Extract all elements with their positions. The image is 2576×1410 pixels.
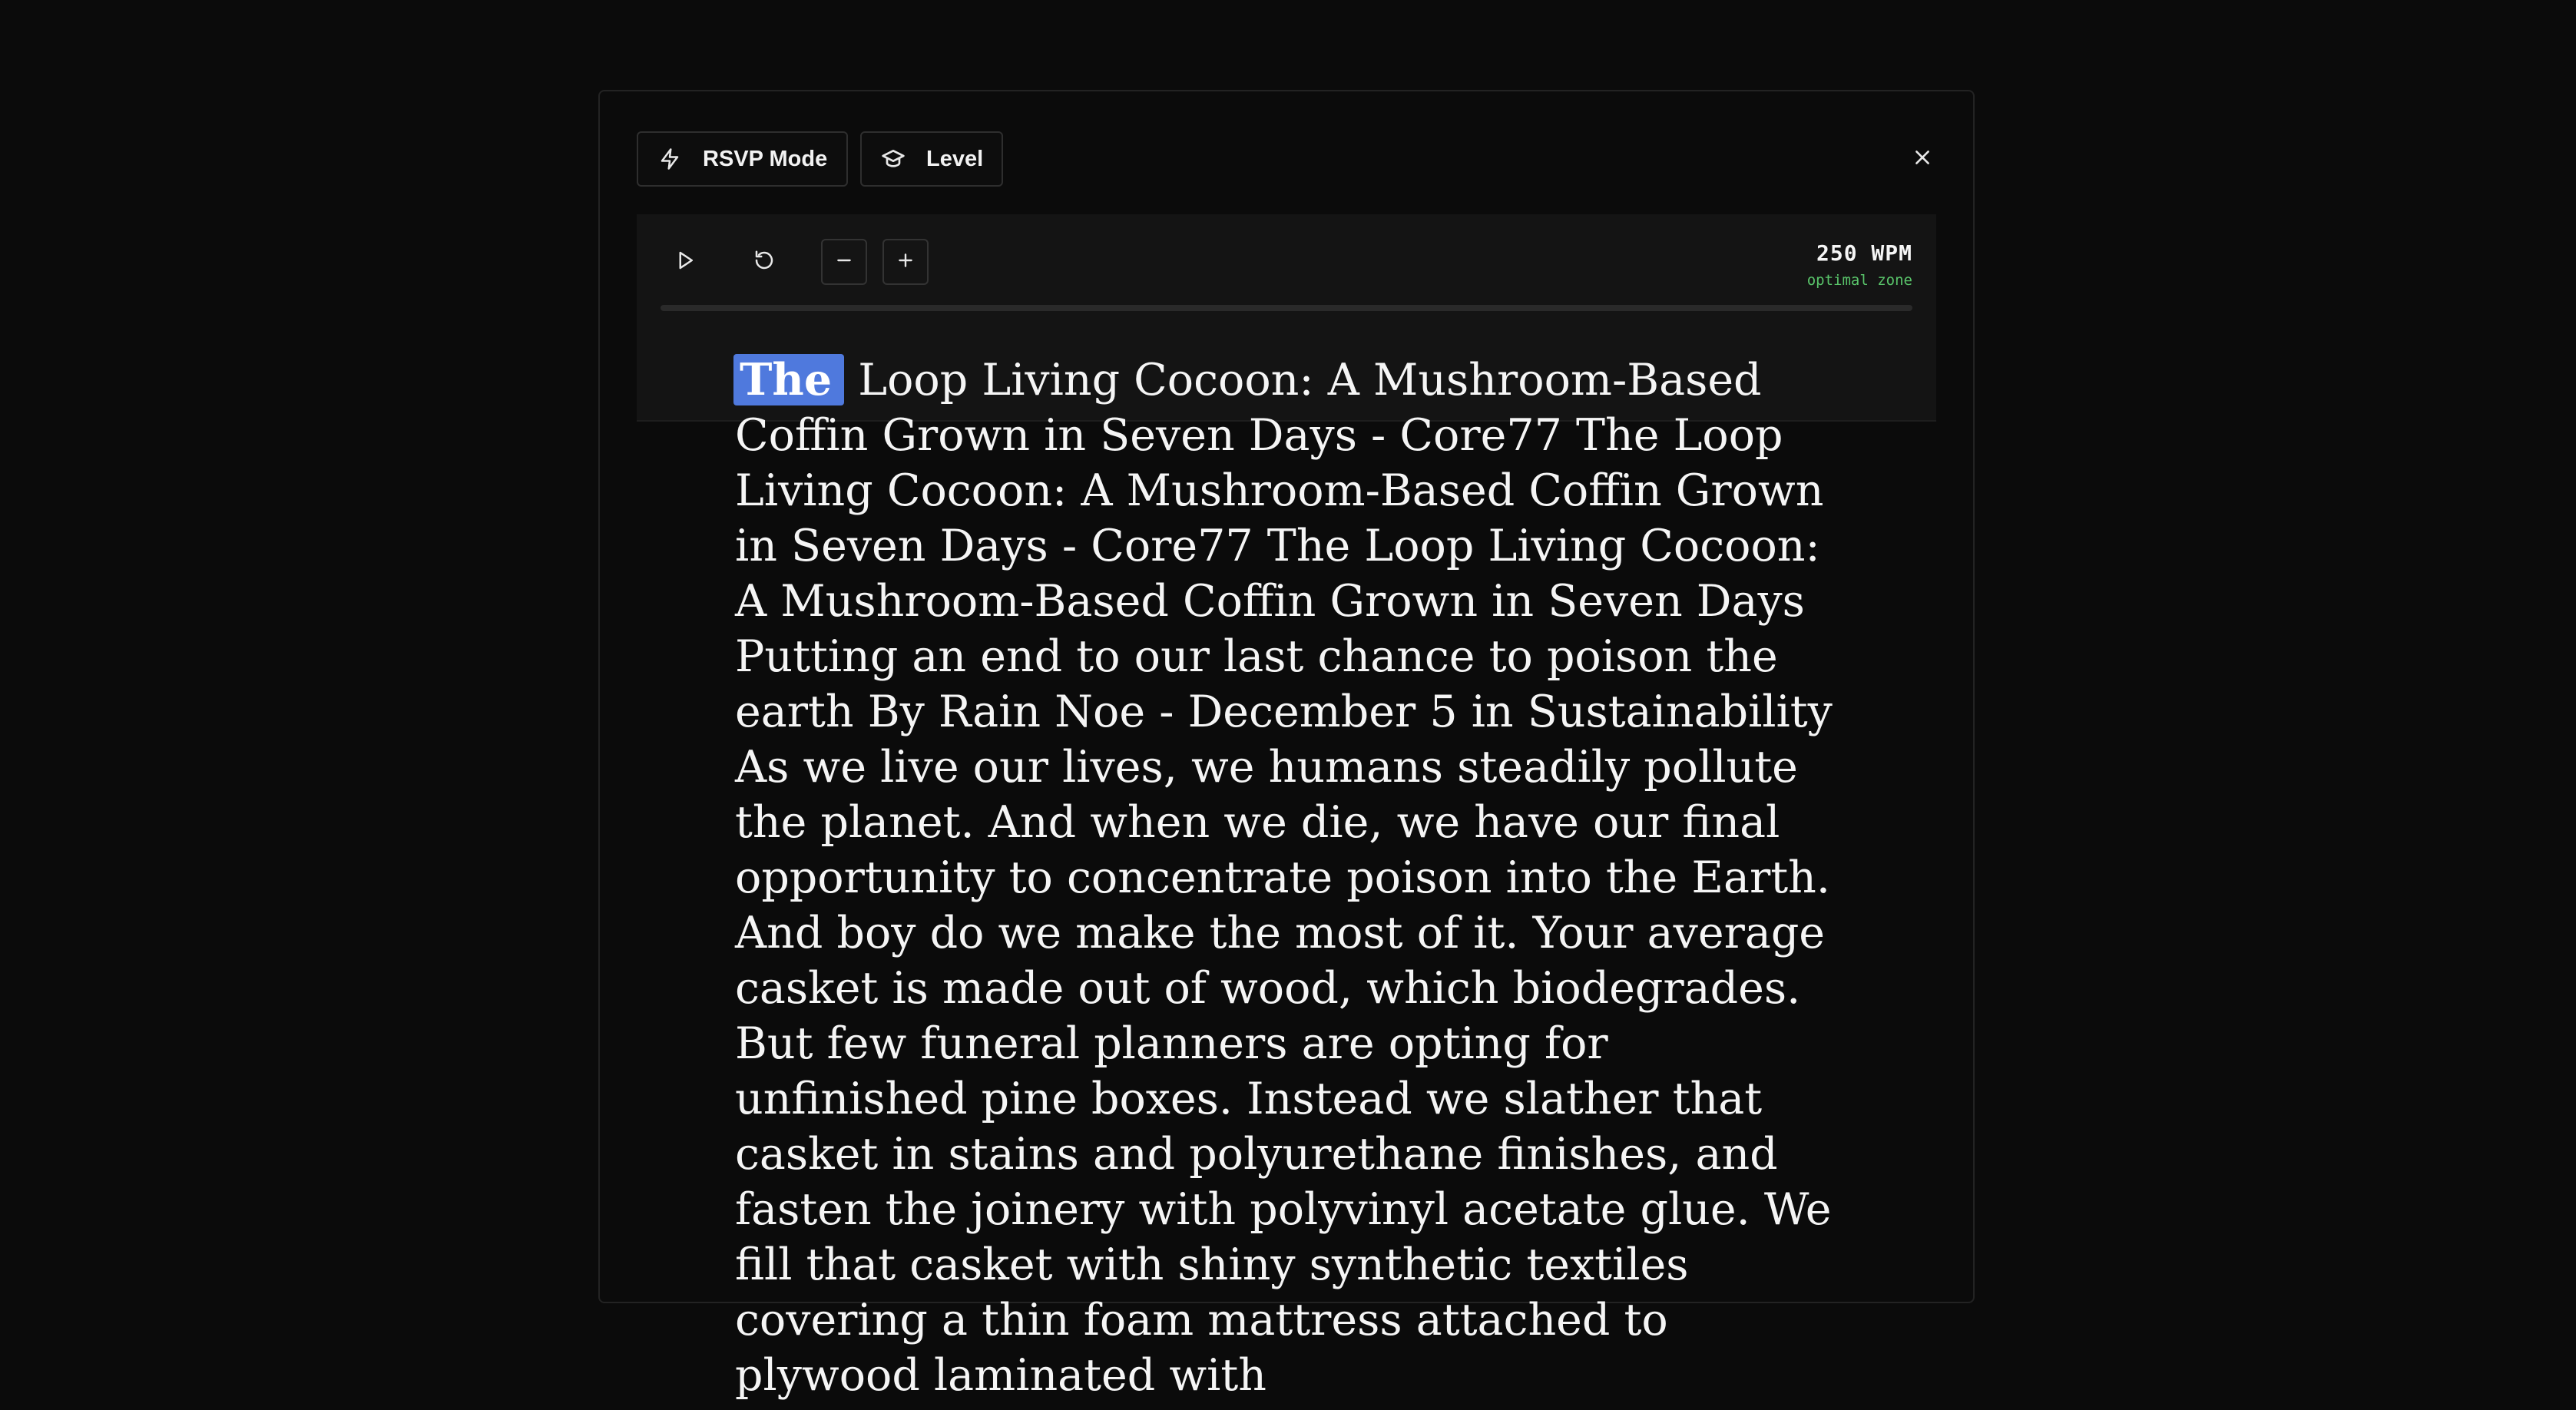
level-label: Level [926, 146, 984, 171]
level-button[interactable] [860, 131, 1003, 187]
reading-paragraph [735, 352, 1841, 1403]
wpm-zone-label: optimal zone [1806, 272, 1912, 289]
minus-icon [834, 250, 854, 274]
lightning-icon [657, 146, 683, 172]
reading-progress-bar[interactable] [661, 305, 1912, 311]
rsvp-mode-label: RSVP Mode [703, 146, 828, 171]
graduation-cap-icon [880, 146, 906, 172]
rsvp-mode-button[interactable] [637, 131, 848, 187]
close-button[interactable] [1909, 145, 1936, 173]
reading-text: Loop Living Cocoon: A Mushroom-Based Coffin Grown in Seven Days - Core77 The Loop Living Cocoon: A Mushroom-Based Coffin Grown in Seven Days - Core77 The Loop Living Cocoon: A Mushroom-Based Coffin Grown in Seven Days Putting an end to our last chance to poison the earth By Rain Noe - December 5 in Sustainability As we live our lives, we humans steadily pollute the planet. And when we die, we have our final opportunity to concentrate poison into the Earth. And boy do we make the most of it. Your average casket is made out of wood, which biodegrades. But few funeral planners are opting for unfinished pine boxes. Instead we slather that casket in stains and polyurethane finishes, and fasten the joinery with polyvinyl acetate glue. We fill that casket with shiny synthetic textiles covering a thin foam mattress attached to plywood laminated with [735, 355, 1833, 1401]
play-icon [674, 249, 697, 276]
reader-modal [598, 90, 1975, 1401]
play-button[interactable] [662, 239, 708, 285]
wpm-readout [1807, 240, 1912, 289]
wpm-value: 250 WPM [1816, 240, 1912, 266]
restart-button[interactable] [741, 239, 787, 285]
decrease-speed-button[interactable] [821, 239, 867, 285]
close-icon [1912, 147, 1932, 171]
restart-icon [753, 249, 776, 276]
reading-text-area [735, 352, 1841, 1401]
plus-icon [896, 250, 916, 274]
increase-speed-button[interactable] [882, 239, 929, 285]
modal-toolbar [637, 131, 1936, 187]
current-word-highlight: The [733, 354, 844, 405]
